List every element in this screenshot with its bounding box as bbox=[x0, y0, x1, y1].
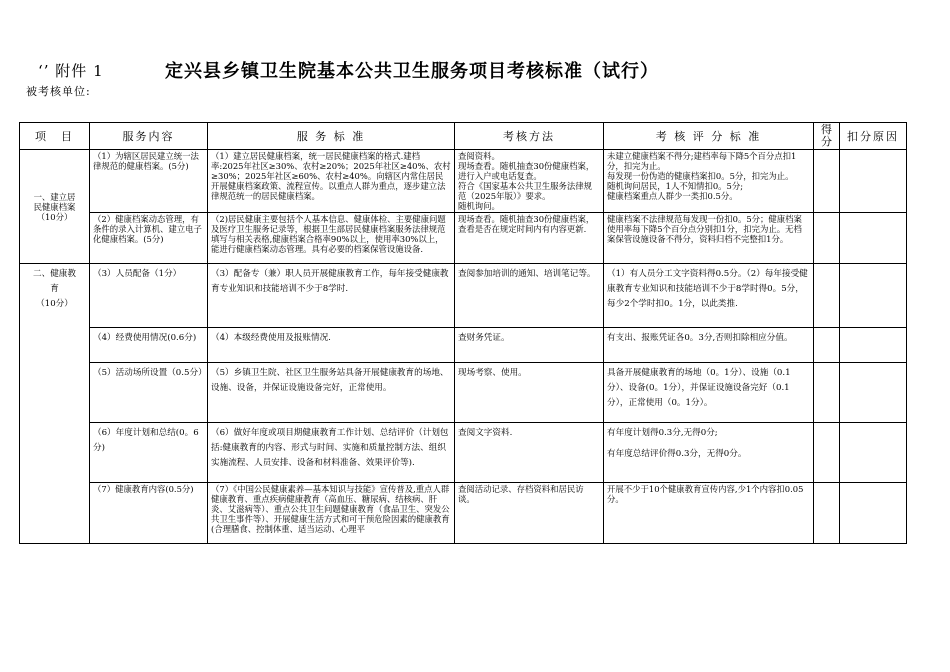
cell-service-content: （6）年度计划和总结(0。6分) bbox=[90, 423, 208, 483]
cell-deduction-reason bbox=[840, 213, 907, 264]
cell-score bbox=[814, 363, 840, 423]
cell-assessment-method: 现场查看。随机抽查30份健康档案，查看是否在规定时间内有内容更新. bbox=[455, 213, 604, 264]
cell-score bbox=[814, 213, 840, 264]
cell-service-standard: （1）建立居民健康档案，统一居民健康档案的格式.建档率:2025年社区≥30%、农村≥20%；2025年社区≥40%、农村≥30%；2025年社区≥60%、农村≥40%。向辖区内常住居民开展健康档案政策、流程宣传。以重点人群为重点，逐步建立法律规范统一的居民健康档案。 bbox=[208, 150, 455, 213]
col-header-assessment-method: 考核方法 bbox=[455, 123, 604, 150]
col-header-scoring-standard: 考 核 评 分 标 准 bbox=[604, 123, 814, 150]
table-header-row bbox=[20, 123, 907, 150]
cell-scoring-standard: 未建立健康档案不得分;建档率每下降5个百分点扣1分，扣完为止。 每发现一份伪造的健康档案扣0。5分，扣完为止。 随机询问居民，1人不知情扣0。5分; 健康档案重点人群少一类扣0.5分。 bbox=[604, 150, 814, 213]
cell-service-standard: （4）本级经费使用及报账情况. bbox=[208, 328, 455, 363]
cell-deduction-reason bbox=[840, 328, 907, 363]
table-row bbox=[20, 423, 907, 483]
cell-deduction-reason bbox=[840, 363, 907, 423]
cell-service-content: （5）活动场所设置（0.5分） bbox=[90, 363, 208, 423]
col-header-deduction-reason: 扣分原因 bbox=[840, 123, 907, 150]
cell-scoring-standard: 有支出、报账凭证各0。3分,否则扣除相应分值。 bbox=[604, 328, 814, 363]
table-row bbox=[20, 213, 907, 264]
cell-service-standard: （2)居民健康主要包括个人基本信息、健康体检、主要健康问题及医疗卫生服务记录等，根据卫生部居民健康档案服务法律规范填写与相关表格,健康档案合格率90%以上，使用率30%以上，能进行健康档案动态管理。具有必要的档案保管设施设备. bbox=[208, 213, 455, 264]
table-row bbox=[20, 328, 907, 363]
cell-service-standard: （3）配备专（兼）职人员开展健康教育工作，每年接受健康教育专业知识和技能培训不少于8学时. bbox=[208, 264, 455, 328]
cell-score bbox=[814, 423, 840, 483]
col-header-item: 项 目 bbox=[20, 123, 90, 150]
scoring-summary-line: 有年度总结评价得0.3分，无得0分。 bbox=[607, 449, 747, 459]
cell-assessment-method: 现场考察、使用。 bbox=[455, 363, 604, 423]
cell-assessment-method: 查阅资料。 现场查看。随机抽查30份健康档案，进行入户或电话复查。 符合《国家基本公共卫生服务法律规范（2025年版）》要求。 随机询问。 bbox=[455, 150, 604, 213]
table-row bbox=[20, 150, 907, 213]
cell-score bbox=[814, 483, 840, 544]
scoring-plan-line: 有年度计划得0.3分,无得0分; bbox=[607, 428, 718, 438]
cell-deduction-reason bbox=[840, 150, 907, 213]
col-header-service-standard: 服 务 标 准 bbox=[208, 123, 455, 150]
cell-score bbox=[814, 264, 840, 328]
assessment-table bbox=[19, 122, 907, 544]
cell-score bbox=[814, 328, 840, 363]
cell-service-content: （3）人员配备（1分） bbox=[90, 264, 208, 328]
cell-service-standard: （6）做好年度或项目期健康教育工作计划、总结评价（计划包括:健康教育的内容、形式与时间、实施和质量控制方法、组织实施流程、人员安排、设备和材料准备、效果评价等). bbox=[208, 423, 455, 483]
col-header-score: 得 分 bbox=[814, 123, 840, 150]
cell-assessment-method: 查阅文字资料. bbox=[455, 423, 604, 483]
table-row bbox=[20, 363, 907, 423]
table-row bbox=[20, 483, 907, 544]
cell-scoring-standard: （1）有人员分工文字资料得0.5分。（2）每年接受健康教育专业知识和技能培训不少于8学时得0。5分，每少2个学时扣0。1分，以此类推. bbox=[604, 264, 814, 328]
cell-score bbox=[814, 150, 840, 213]
cell-service-standard: （5）乡镇卫生院、社区卫生服务站具备开展健康教育的场地、设施、设备，并保证设施设备完好，正常使用。 bbox=[208, 363, 455, 423]
cell-assessment-method: 查阅参加培训的通知、培训笔记等。 bbox=[455, 264, 604, 328]
col-header-service-content: 服务内容 bbox=[90, 123, 208, 150]
cell-service-content: （1）为辖区居民建立统一法律规范的健康档案。(5分) bbox=[90, 150, 208, 213]
cell-assessment-method: 查财务凭证。 bbox=[455, 328, 604, 363]
cell-deduction-reason bbox=[840, 483, 907, 544]
cell-service-content: （4）经费使用情况(0.6分) bbox=[90, 328, 208, 363]
cell-assessment-method: 查阅活动记录、存档资料和居民访谈。 bbox=[455, 483, 604, 544]
cell-scoring-standard: 健康档案不法律规范每发现一份扣0。5分；健康档案使用率每下降5个百分点分别扣1分，扣完为止。无档案保管设施设备不得分，资料归档不完整扣1分。 bbox=[604, 213, 814, 264]
cell-scoring-standard: 具备开展健康教育的场地（0。1分）、设施（0.1分）、设备(0。1分），并保证设施设备完好（0.1分），正常使用（0。1分）。 bbox=[604, 363, 814, 423]
cell-scoring-standard bbox=[604, 423, 814, 483]
cell-deduction-reason bbox=[840, 264, 907, 328]
cell-deduction-reason bbox=[840, 423, 907, 483]
cell-service-standard: （7）《中国公民健康素养—基本知识与技能》宣传普及,重点人群健康教育、重点疾病健康教育（高血压、糖尿病、结核病、肝炎、艾滋病等）、重点公共卫生问题健康教育（食品卫生、突发公共卫生事件等）、开展健康生活方式和可干预危险因素的健康教育(合理膳食、控制体重、适当运动、心理平 bbox=[208, 483, 455, 544]
assessed-unit-label: 被考核单位: bbox=[26, 85, 91, 98]
attachment-label: ‘’ 附件 1 bbox=[38, 62, 104, 80]
document-title: 定兴县乡镇卫生院基本公共卫生服务项目考核标准（试行） bbox=[165, 61, 659, 82]
category-health-records: 一、建立居 民健康档案 （10分） bbox=[20, 150, 90, 264]
category-health-education: 二、健康教 育 （10分） bbox=[20, 264, 90, 544]
table-row bbox=[20, 264, 907, 328]
cell-service-content: （7）健康教育内容(0.5分) bbox=[90, 483, 208, 544]
cell-scoring-standard: 开展不少于10个健康教育宣传内容,少1个内容扣0.05分。 bbox=[604, 483, 814, 544]
cell-service-content: （2）健康档案动态管理，有条件的录入计算机、建立电子化健康档案。(5分) bbox=[90, 213, 208, 264]
